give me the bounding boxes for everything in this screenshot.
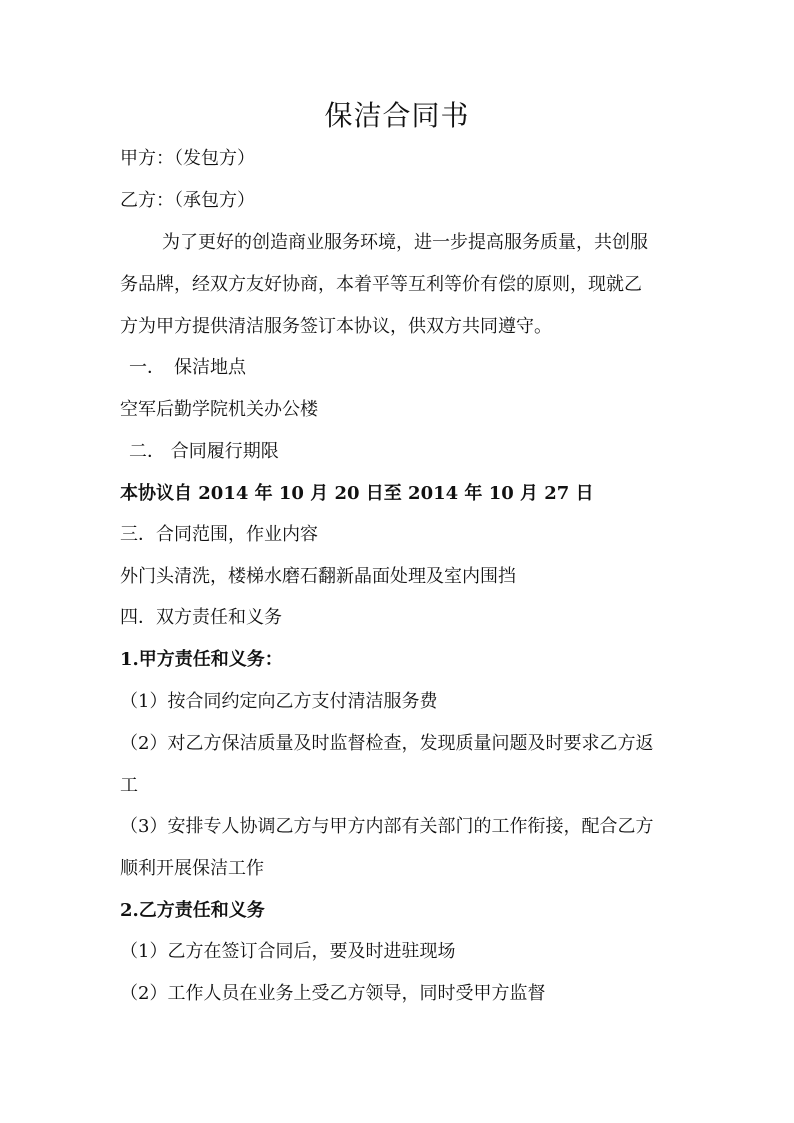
preamble-line-3: 方为甲方提供清洁服务签订本协议，供双方共同遵守。 bbox=[120, 316, 552, 337]
section4-heading: 四．双方责任和义务 bbox=[120, 607, 282, 628]
party-a-line: 甲方：（发包方） bbox=[120, 148, 255, 169]
section3-body: 外门头清洗，楼梯水磨石翻新晶面处理及室内围挡 bbox=[120, 566, 516, 587]
preamble-line-1: 为了更好的创造商业服务环境，进一步提高服务质量，共创服 bbox=[162, 232, 648, 253]
party-a-duty-2: （2）对乙方保洁质量及时监督检查，发现质量问题及时要求乙方返 bbox=[120, 733, 654, 754]
party-a-duties-heading: 1.甲方责任和义务： bbox=[120, 649, 283, 670]
party-b-duty-2: （2）工作人员在业务上受乙方领导，同时受甲方监督 bbox=[120, 983, 546, 1004]
section3-heading: 三．合同范围，作业内容 bbox=[120, 524, 318, 545]
preamble-line-2: 务品牌，经双方友好协商，本着平等互利等价有偿的原则，现就乙 bbox=[120, 274, 642, 295]
party-b-duties-heading: 2.乙方责任和义务 bbox=[120, 900, 265, 921]
section2-heading: 二． 合同履行期限 bbox=[129, 441, 279, 462]
party-a-duty-2-cont: 工 bbox=[120, 775, 138, 796]
party-a-duty-3-cont: 顺利开展保洁工作 bbox=[120, 858, 264, 879]
party-a-duty-1: （1）按合同约定向乙方支付清洁服务费 bbox=[120, 691, 438, 712]
party-b-line: 乙方：（承包方） bbox=[120, 190, 255, 211]
document-title: 保洁合同书 bbox=[324, 99, 470, 132]
party-b-duty-1: （1）乙方在签订合同后，要及时进驻现场 bbox=[120, 941, 456, 962]
section1-body: 空军后勤学院机关办公楼 bbox=[120, 399, 318, 420]
party-a-duty-3: （3）安排专人协调乙方与甲方内部有关部门的工作衔接，配合乙方 bbox=[120, 816, 654, 837]
section2-body: 本协议自 2014 年 10 月 20 日至 2014 年 10 月 27 日 bbox=[120, 483, 594, 504]
section1-heading: 一． 保洁地点 bbox=[129, 357, 246, 378]
